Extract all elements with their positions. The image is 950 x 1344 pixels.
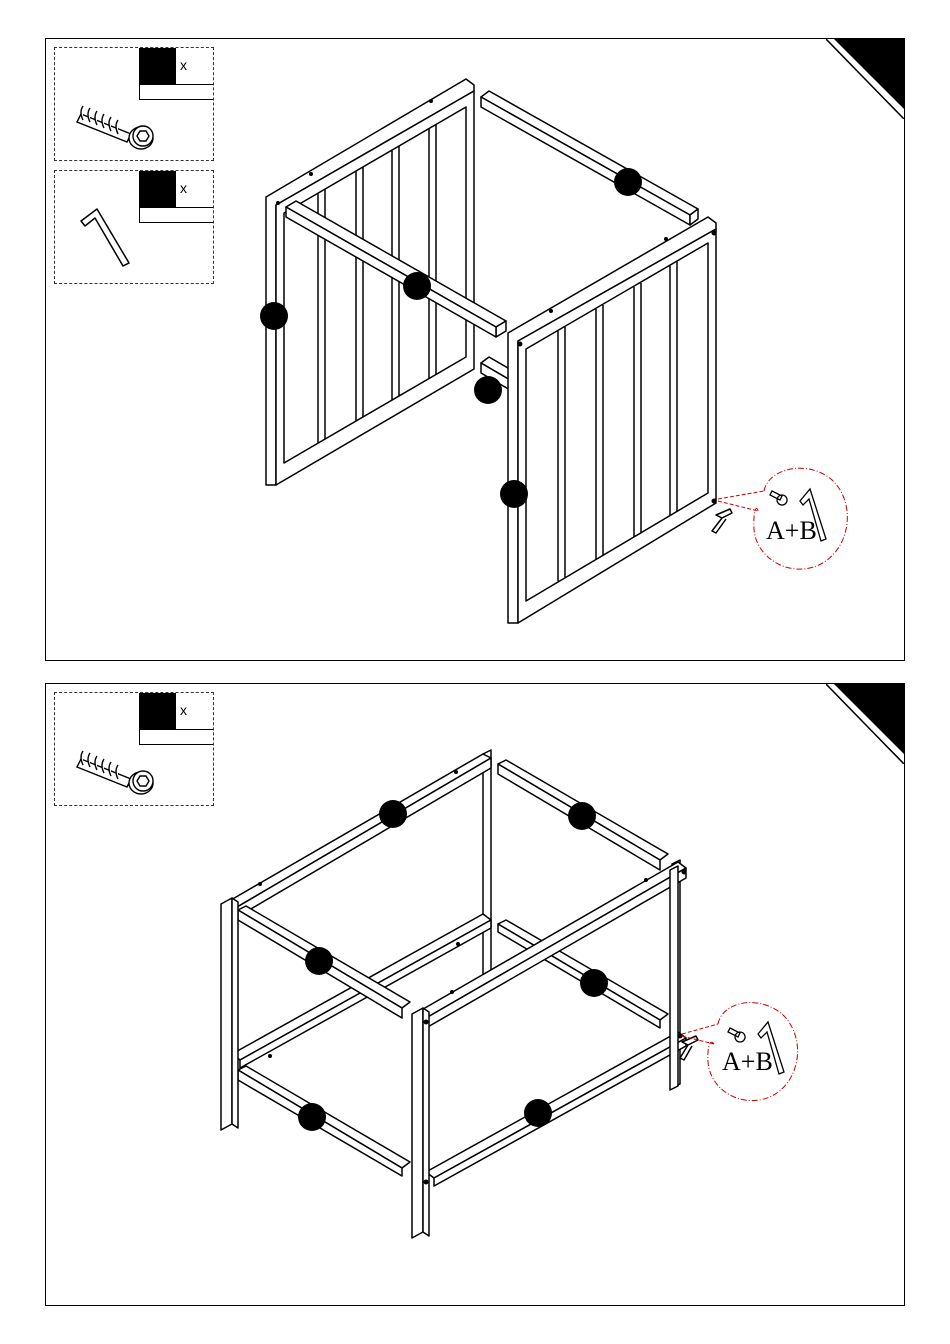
part-marker <box>260 302 288 330</box>
top-rail <box>224 754 491 910</box>
part-marker <box>580 969 608 997</box>
quantity-prefix: x <box>180 57 187 73</box>
table-frame-drawing <box>46 684 906 1307</box>
quantity-prefix: x <box>180 702 187 718</box>
left-side-frame <box>266 79 474 485</box>
hex-key-icon <box>712 509 732 533</box>
quantity-prefix: x <box>180 180 187 196</box>
callout-text: A+B <box>722 1047 773 1076</box>
right-side-frame <box>508 217 716 623</box>
part-marker <box>379 800 407 828</box>
part-marker <box>568 802 596 830</box>
callout-text: A+B <box>766 516 817 545</box>
part-marker <box>614 168 642 196</box>
screw-icon <box>770 491 787 505</box>
screw-icon <box>728 1028 745 1042</box>
part-marker <box>524 1099 552 1127</box>
assembly-step-1-panel <box>45 38 905 661</box>
lower-rail <box>426 1032 686 1178</box>
frame-assembly-drawing <box>46 39 906 662</box>
table-leg <box>483 750 491 978</box>
part-marker <box>474 376 502 404</box>
part-marker <box>500 480 528 508</box>
part-marker <box>298 1103 326 1131</box>
part-marker <box>403 272 431 300</box>
back-top-rail <box>481 91 698 225</box>
assembly-step-2-panel <box>45 683 905 1306</box>
table-leg <box>670 866 678 1090</box>
table-leg <box>221 898 232 1130</box>
table-leg <box>412 1008 423 1238</box>
part-marker <box>305 947 333 975</box>
